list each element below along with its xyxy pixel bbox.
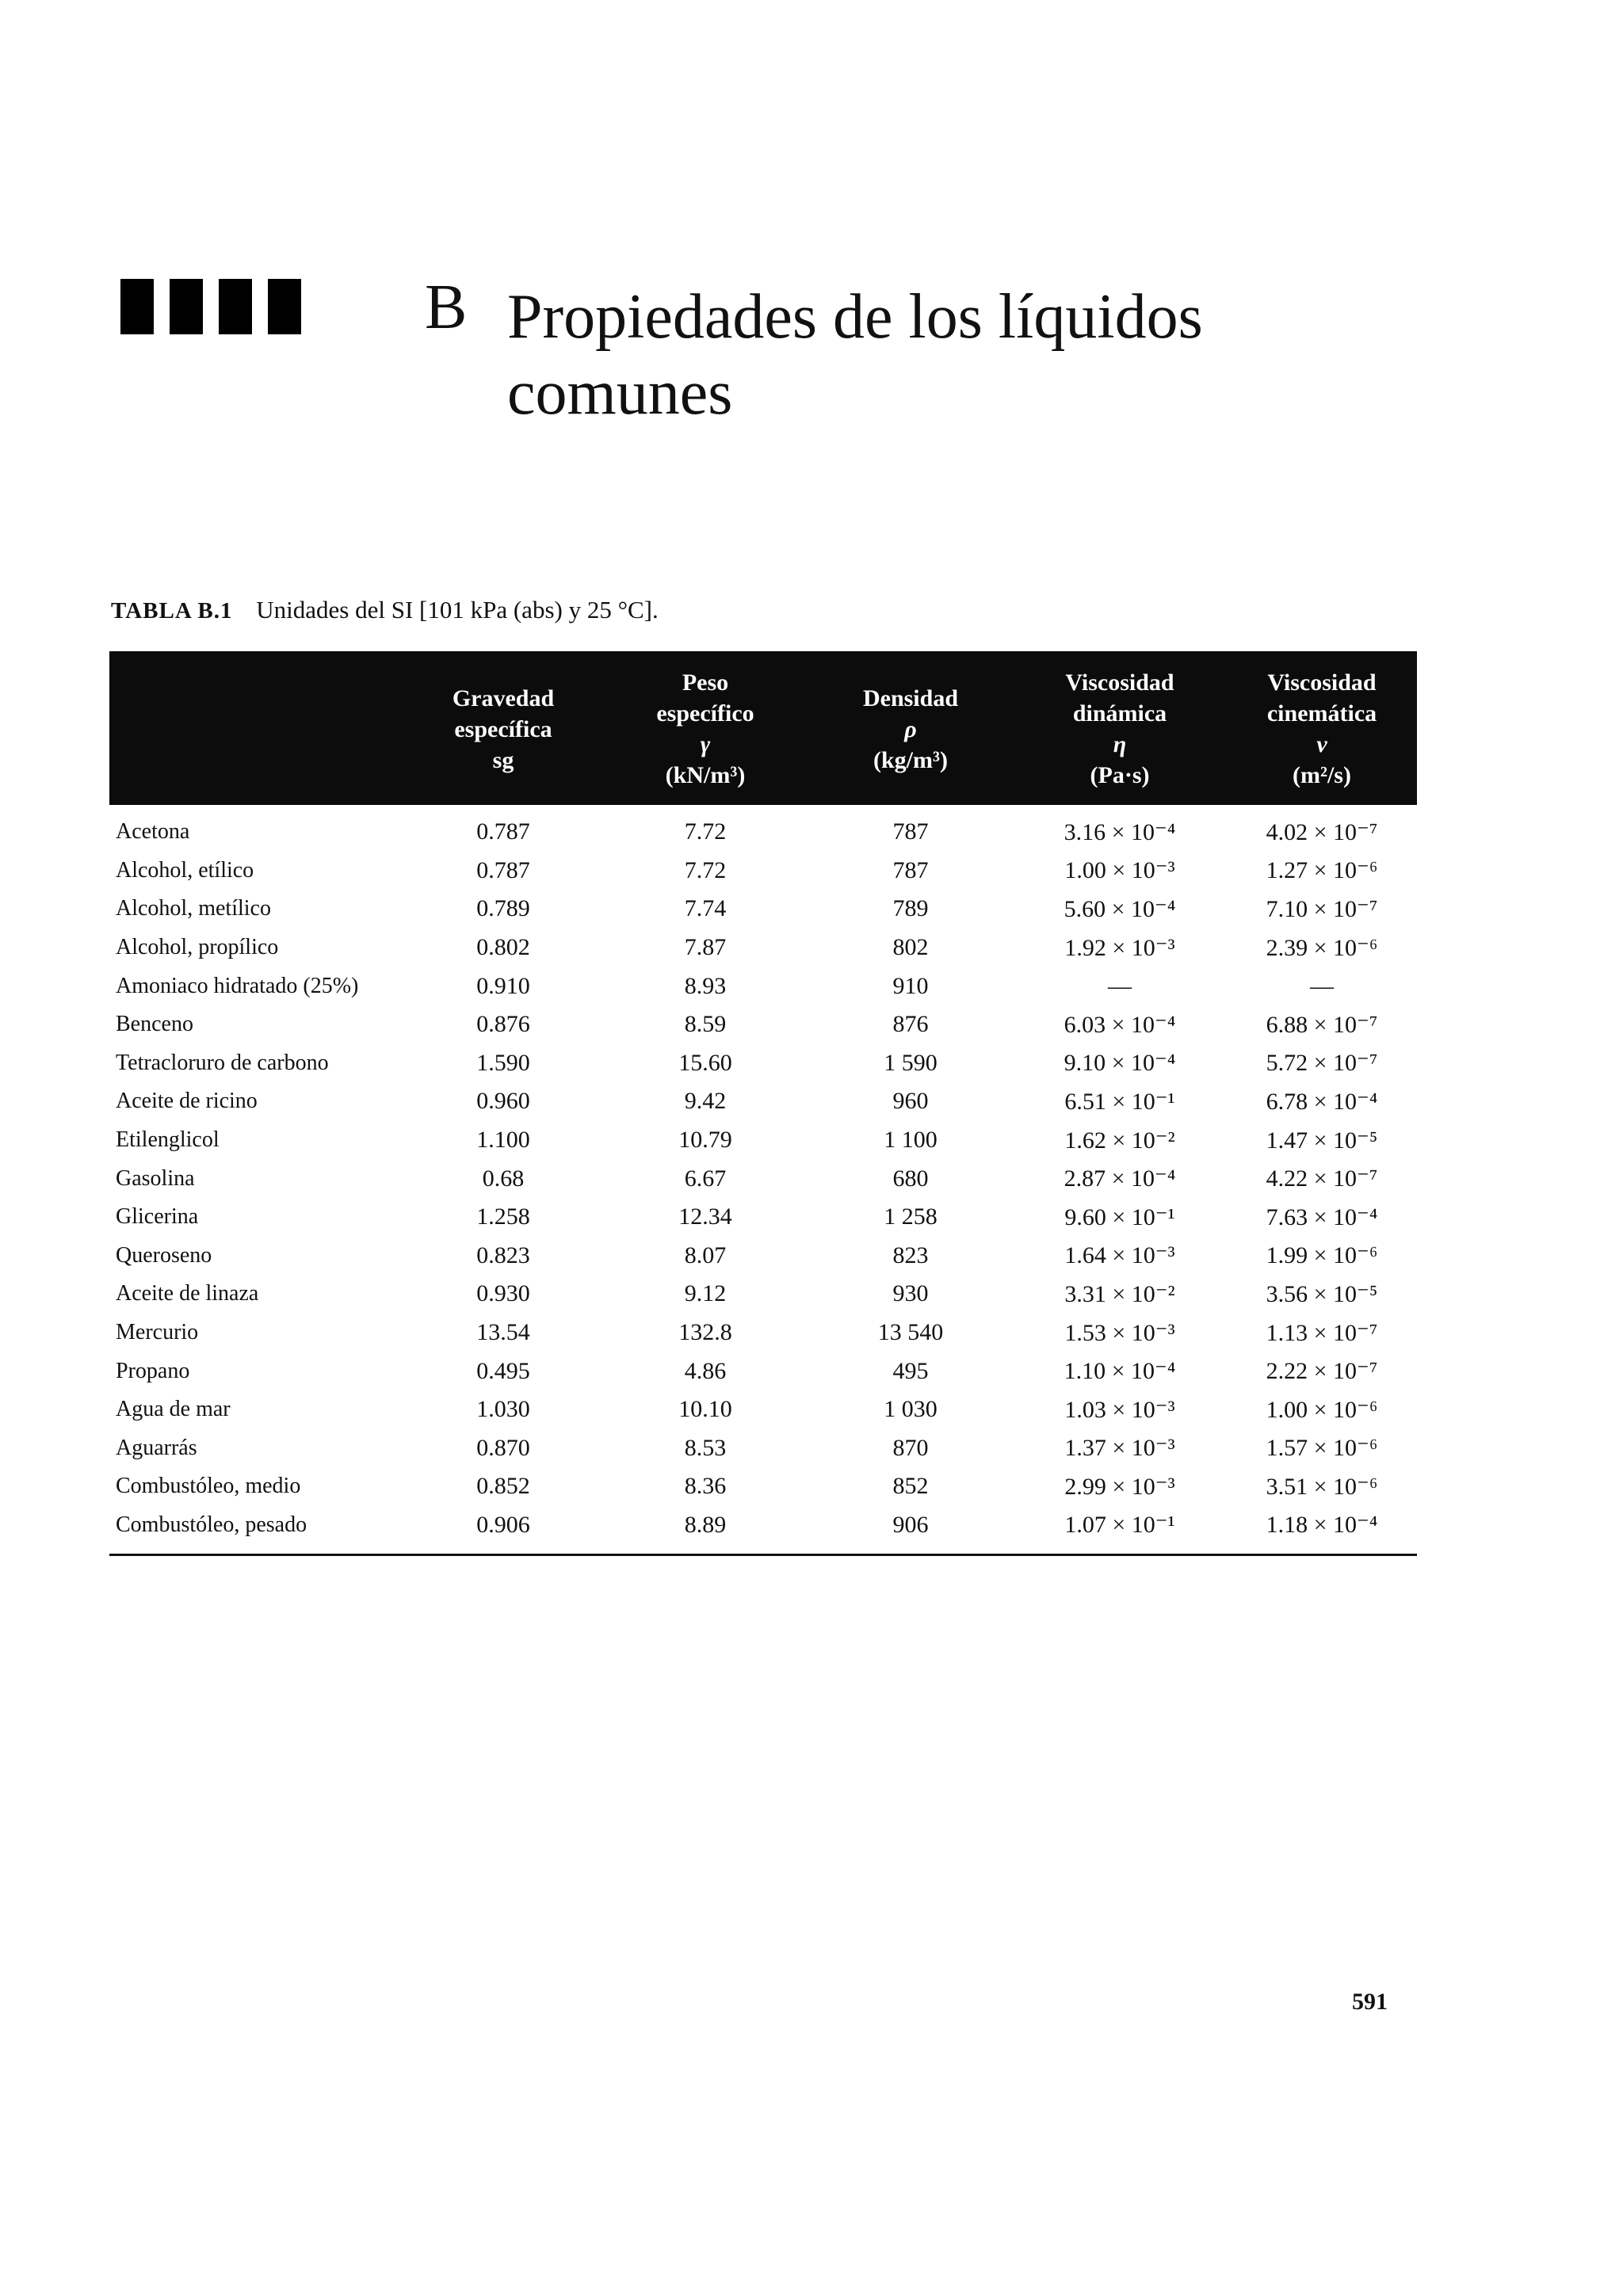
value-cell: 1.47 × 10⁻⁵ <box>1266 1127 1378 1154</box>
header-line: Densidad <box>862 685 959 711</box>
value-cell: 1.53 × 10⁻³ <box>1064 1319 1175 1346</box>
liquid-name-cell: Etilenglicol <box>116 1127 220 1153</box>
liquid-name-cell: Gasolina <box>116 1165 195 1191</box>
value-cell: 7.87 <box>684 934 727 961</box>
value-cell: 10.10 <box>678 1396 732 1423</box>
header-cell <box>404 651 602 805</box>
liquid-name-cell: Queroseno <box>116 1242 212 1268</box>
chapter-mark-block <box>170 279 203 334</box>
value-cell: 0.960 <box>476 1088 530 1115</box>
table-body <box>109 805 1417 1544</box>
liquid-name-cell: Agua de mar <box>116 1397 231 1422</box>
header-cell <box>1013 651 1227 805</box>
value-cell: 1.99 × 10⁻⁶ <box>1266 1242 1378 1269</box>
liquid-name-cell: Propano <box>116 1358 190 1383</box>
table-row <box>109 1506 1417 1545</box>
value-cell: 9.42 <box>684 1088 727 1115</box>
value-cell: 0.802 <box>476 934 530 961</box>
table-row <box>109 1352 1417 1390</box>
value-cell: 0.787 <box>476 818 530 845</box>
header-cell <box>602 651 808 805</box>
page-number: 591 <box>1352 1989 1388 2015</box>
table-row <box>109 1082 1417 1121</box>
table-row <box>109 929 1417 967</box>
value-cell: 1.57 × 10⁻⁶ <box>1266 1435 1378 1462</box>
liquid-name-cell: Glicerina <box>116 1204 199 1230</box>
value-cell: 10.79 <box>678 1127 732 1154</box>
table-bottom-rule <box>109 1554 1417 1556</box>
value-cell: 1.10 × 10⁻⁴ <box>1064 1358 1176 1385</box>
table-row <box>109 890 1417 929</box>
liquid-name-cell: Alcohol, etílico <box>116 857 254 883</box>
value-cell: 8.89 <box>684 1511 727 1538</box>
table-header <box>109 651 1417 805</box>
value-cell: 12.34 <box>678 1203 732 1230</box>
value-cell: 1 100 <box>884 1127 938 1154</box>
liquid-name-cell: Aceite de ricino <box>116 1089 258 1114</box>
table-caption-text: Unidades del SI [101 kPa (abs) y 25 °C]. <box>256 596 659 624</box>
value-cell: — <box>1108 972 1132 999</box>
value-cell: 1.100 <box>476 1127 530 1154</box>
liquid-name-cell: Alcohol, metílico <box>116 896 271 921</box>
value-cell: 787 <box>892 856 929 883</box>
header-line: específica <box>454 715 552 742</box>
header-line: Gravedad <box>452 685 555 711</box>
table-row <box>109 1429 1417 1468</box>
table-row <box>109 1005 1417 1044</box>
table-row <box>109 1237 1417 1276</box>
liquid-name-cell: Combustóleo, pesado <box>116 1512 307 1537</box>
value-cell: 9.12 <box>684 1280 727 1307</box>
value-cell: 4.22 × 10⁻⁷ <box>1266 1165 1378 1192</box>
table-row <box>109 1467 1417 1506</box>
value-cell: 6.67 <box>684 1165 727 1192</box>
value-cell: 1.590 <box>476 1049 530 1076</box>
value-cell: 2.39 × 10⁻⁶ <box>1266 934 1378 961</box>
value-cell: 132.8 <box>678 1319 732 1346</box>
value-cell: 15.60 <box>678 1049 732 1076</box>
value-cell: 0.789 <box>476 895 530 922</box>
header-unit: (m²/s) <box>1293 762 1351 788</box>
value-cell: 0.495 <box>476 1357 530 1384</box>
table-row <box>109 1198 1417 1237</box>
table-label: TABLA B.1 <box>111 598 233 624</box>
value-cell: 4.86 <box>684 1357 727 1384</box>
value-cell: 870 <box>892 1434 929 1461</box>
chapter-mark-block <box>120 279 154 334</box>
value-cell: 7.10 × 10⁻⁷ <box>1266 895 1378 922</box>
value-cell: 6.51 × 10⁻¹ <box>1064 1088 1175 1115</box>
value-cell: 680 <box>892 1165 929 1192</box>
header-symbol: ν <box>1316 731 1327 757</box>
properties-table-container <box>109 651 1417 1556</box>
value-cell: 910 <box>892 972 929 999</box>
value-cell: 0.823 <box>476 1241 530 1268</box>
value-cell: 876 <box>892 1011 929 1038</box>
chapter-letter: B <box>425 273 468 342</box>
header-line: Viscosidad <box>1267 669 1377 696</box>
header-cell <box>808 651 1013 805</box>
value-cell: 787 <box>892 818 929 845</box>
value-cell: 906 <box>892 1511 929 1538</box>
value-cell: 1.27 × 10⁻⁶ <box>1266 857 1378 884</box>
value-cell: 9.60 × 10⁻¹ <box>1064 1203 1175 1230</box>
value-cell: 495 <box>892 1357 929 1384</box>
value-cell: 1.03 × 10⁻³ <box>1064 1396 1175 1423</box>
value-cell: 802 <box>892 934 929 961</box>
value-cell: 0.852 <box>476 1473 530 1500</box>
table-row <box>109 1314 1417 1352</box>
header-line: dinámica <box>1072 700 1167 727</box>
header-cell <box>1227 651 1417 805</box>
value-cell: 3.56 × 10⁻⁵ <box>1266 1280 1378 1307</box>
header-symbol: γ <box>700 731 711 757</box>
value-cell: 0.68 <box>482 1165 525 1192</box>
table-row <box>109 852 1417 891</box>
properties-table <box>109 651 1417 1544</box>
value-cell: 13.54 <box>476 1319 530 1346</box>
value-cell: 4.02 × 10⁻⁷ <box>1266 818 1378 845</box>
chapter-mark-block <box>219 279 252 334</box>
value-cell: 2.99 × 10⁻³ <box>1064 1473 1175 1500</box>
value-cell: 0.870 <box>476 1434 530 1461</box>
value-cell: 5.60 × 10⁻⁴ <box>1064 895 1176 922</box>
header-line: cinemática <box>1266 700 1377 727</box>
value-cell: 7.72 <box>684 818 727 845</box>
table-row <box>109 1390 1417 1429</box>
value-cell: 1.00 × 10⁻³ <box>1064 857 1175 884</box>
table-caption <box>111 596 659 624</box>
header-unit: (kN/m³) <box>665 762 746 788</box>
value-cell: 0.910 <box>476 972 530 999</box>
value-cell: 1 590 <box>884 1049 938 1076</box>
header-unit: (kg/m³) <box>873 746 948 773</box>
liquid-name-cell: Aceite de linaza <box>116 1281 259 1306</box>
value-cell: 3.31 × 10⁻² <box>1064 1280 1175 1307</box>
liquid-name-cell: Mercurio <box>116 1320 199 1345</box>
table-row <box>109 805 1417 852</box>
value-cell: 7.74 <box>684 895 727 922</box>
value-cell: 789 <box>892 895 929 922</box>
liquid-name-cell: Acetona <box>116 819 190 845</box>
liquid-name-cell: Alcohol, propílico <box>116 935 279 960</box>
value-cell: 3.16 × 10⁻⁴ <box>1064 818 1176 845</box>
header-unit: (Pa·s) <box>1090 762 1150 788</box>
chapter-title: Propiedades de los líquidos comunes <box>507 282 1203 428</box>
chapter-mark-block <box>268 279 301 334</box>
value-cell: 1.18 × 10⁻⁴ <box>1266 1512 1378 1539</box>
header-line: específico <box>656 700 754 727</box>
value-cell: 2.87 × 10⁻⁴ <box>1064 1165 1176 1192</box>
value-cell: 6.78 × 10⁻⁴ <box>1266 1088 1378 1115</box>
value-cell: 3.51 × 10⁻⁶ <box>1266 1473 1378 1500</box>
header-row <box>109 651 1417 805</box>
value-cell: 0.930 <box>476 1280 530 1307</box>
value-cell: 8.59 <box>684 1011 727 1038</box>
value-cell: 7.72 <box>684 856 727 883</box>
value-cell: 2.22 × 10⁻⁷ <box>1266 1358 1378 1385</box>
value-cell: 1.00 × 10⁻⁶ <box>1266 1396 1378 1423</box>
value-cell: 1.13 × 10⁻⁷ <box>1266 1319 1378 1346</box>
value-cell: 9.10 × 10⁻⁴ <box>1064 1050 1176 1077</box>
liquid-name-cell: Combustóleo, medio <box>116 1474 301 1499</box>
value-cell: 13 540 <box>877 1319 944 1346</box>
value-cell: 1.07 × 10⁻¹ <box>1064 1512 1175 1539</box>
liquid-name-cell: Tetracloruro de carbono <box>116 1050 329 1075</box>
value-cell: 1.62 × 10⁻² <box>1064 1127 1175 1154</box>
header-symbol: η <box>1113 731 1127 757</box>
value-cell: 7.63 × 10⁻⁴ <box>1266 1203 1378 1230</box>
value-cell: 852 <box>892 1473 929 1500</box>
value-cell: 8.07 <box>684 1241 727 1268</box>
value-cell: 1.258 <box>476 1203 530 1230</box>
value-cell: 1.64 × 10⁻³ <box>1064 1242 1175 1269</box>
value-cell: 8.36 <box>684 1473 727 1500</box>
value-cell: 0.906 <box>476 1511 530 1538</box>
value-cell: 0.787 <box>476 856 530 883</box>
header-unit: sg <box>492 746 514 773</box>
value-cell: 6.88 × 10⁻⁷ <box>1266 1011 1378 1038</box>
value-cell: 960 <box>892 1088 929 1115</box>
value-cell: 6.03 × 10⁻⁴ <box>1064 1011 1176 1038</box>
table-row <box>109 1121 1417 1160</box>
chapter-marks <box>120 279 301 334</box>
value-cell: 0.876 <box>476 1011 530 1038</box>
table-row <box>109 1044 1417 1083</box>
header-symbol: ρ <box>904 715 917 742</box>
table-row <box>109 1275 1417 1314</box>
value-cell: 930 <box>892 1280 929 1307</box>
value-cell: 1 030 <box>884 1396 938 1423</box>
header-cell-empty <box>109 651 404 805</box>
liquid-name-cell: Aguarrás <box>116 1435 197 1460</box>
value-cell: 1 258 <box>884 1203 938 1230</box>
value-cell: 8.53 <box>684 1434 727 1461</box>
liquid-name-cell: Benceno <box>116 1012 193 1037</box>
value-cell: 1.37 × 10⁻³ <box>1064 1435 1175 1462</box>
value-cell: 1.92 × 10⁻³ <box>1064 934 1175 961</box>
header-line: Peso <box>682 669 729 696</box>
header-line: Viscosidad <box>1065 669 1174 696</box>
value-cell: 823 <box>892 1241 929 1268</box>
value-cell: 8.93 <box>684 972 727 999</box>
value-cell: 5.72 × 10⁻⁷ <box>1266 1050 1378 1077</box>
value-cell: — <box>1310 972 1334 999</box>
liquid-name-cell: Amoniaco hidratado (25%) <box>116 973 359 998</box>
table-row <box>109 967 1417 1005</box>
value-cell: 1.030 <box>476 1396 530 1423</box>
table-row <box>109 1159 1417 1198</box>
